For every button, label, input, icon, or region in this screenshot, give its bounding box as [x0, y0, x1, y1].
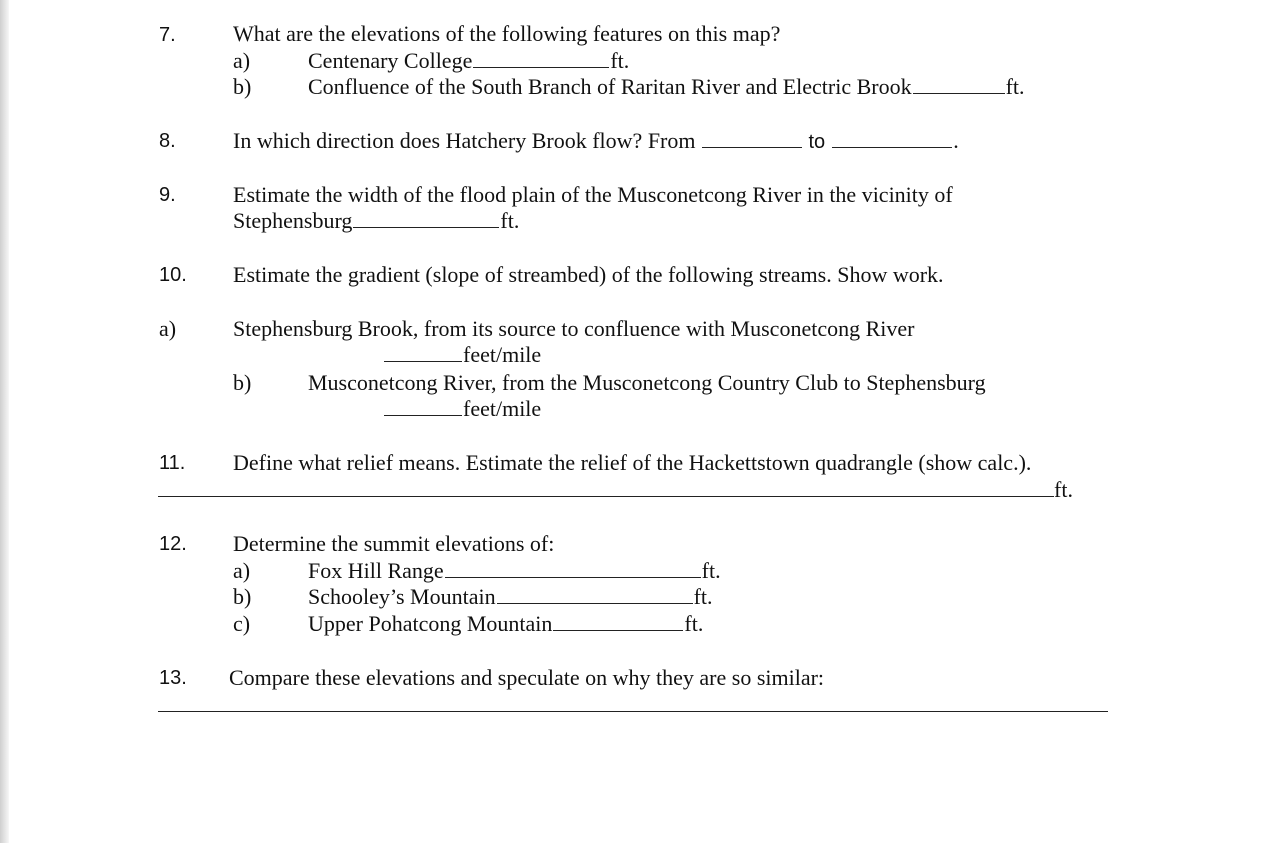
q11-prompt: Define what relief means. Estimate the relief of the Hackettstown quadrangle (show calc.).: [233, 450, 1032, 475]
q11-answer-blank[interactable]: [158, 477, 1054, 497]
q12-b-letter: b): [233, 584, 252, 609]
q7-b-item: [308, 74, 1025, 100]
q10-number: 10.: [159, 264, 187, 286]
q9-second-line: [233, 208, 519, 234]
q11-answer-line: [158, 477, 1073, 503]
q9-location: Stephensburg: [233, 208, 353, 233]
q8-end: .: [953, 128, 959, 153]
q7-a-letter: a): [233, 48, 251, 73]
q7-b-text: Confluence of the South Branch of Raritan River and Electric Brook: [308, 74, 912, 99]
q12-b-item: [308, 584, 713, 610]
q10-b-unit: feet/mile: [463, 396, 542, 421]
q11-unit: ft.: [1054, 477, 1073, 502]
q12-prompt: Determine the summit elevations of:: [233, 531, 555, 556]
q12-number: 12.: [159, 533, 187, 555]
q10-b-text: Musconetcong River, from the Musconetcong Country Club to Stephensburg: [308, 370, 986, 395]
q12-b-unit: ft.: [693, 584, 713, 609]
q8-number: 8.: [159, 130, 176, 152]
q9-number: 9.: [159, 184, 176, 206]
q12-c-item: [308, 611, 703, 637]
q9-answer-blank[interactable]: [353, 208, 499, 228]
q7-number: 7.: [159, 24, 176, 46]
q10-a-answer-blank[interactable]: [384, 342, 462, 362]
q12-a-letter: a): [233, 558, 251, 583]
q12-a-unit: ft.: [701, 558, 721, 583]
q7-a-unit: ft.: [610, 48, 630, 73]
q12-c-letter: c): [233, 611, 251, 636]
q10-b-answer-line: [383, 396, 541, 422]
q12-b-text: Schooley’s Mountain: [308, 584, 496, 609]
q12-a-item: [308, 558, 721, 584]
q7-b-unit: ft.: [1005, 74, 1025, 99]
q12-b-answer-blank[interactable]: [497, 584, 693, 604]
q9-unit: ft.: [500, 208, 520, 233]
q12-c-unit: ft.: [684, 611, 704, 636]
q13-answer-line[interactable]: [158, 711, 1108, 712]
q12-a-text: Fox Hill Range: [308, 558, 444, 583]
q13-prompt: Compare these elevations and speculate on why they are so similar:: [229, 665, 825, 690]
q10-b-letter: b): [233, 370, 252, 395]
q12-c-answer-blank[interactable]: [553, 611, 683, 631]
q7-b-letter: b): [233, 74, 252, 99]
q8-to-blank[interactable]: [832, 128, 952, 148]
q10-b-answer-blank[interactable]: [384, 396, 462, 416]
q7-a-text: Centenary College: [308, 48, 473, 73]
q10-a-answer-line: [383, 342, 541, 368]
q8-prompt: In which direction does Hatchery Brook flow? From: [233, 128, 696, 153]
q10-a-text: Stephensburg Brook, from its source to confluence with Musconetcong River: [233, 316, 915, 341]
q8-from-blank[interactable]: [702, 128, 802, 148]
q8-to-word: to: [808, 131, 826, 153]
q8-prompt-line: [233, 128, 959, 155]
q7-prompt: What are the elevations of the following features on this map?: [233, 21, 781, 46]
q10-prompt: Estimate the gradient (slope of streambed) of the following streams. Show work.: [233, 262, 944, 287]
q10-a-letter: a): [159, 316, 177, 341]
q12-c-text: Upper Pohatcong Mountain: [308, 611, 553, 636]
q10-a-unit: feet/mile: [463, 342, 542, 367]
page-left-edge-shadow: [0, 0, 9, 843]
q7-a-item: [308, 48, 629, 74]
q11-number: 11.: [159, 452, 186, 474]
q13-number: 13.: [159, 667, 187, 689]
q7-b-answer-blank[interactable]: [913, 74, 1005, 94]
q9-prompt: Estimate the width of the flood plain of the Musconetcong River in the vicinity of: [233, 182, 953, 207]
q7-a-answer-blank[interactable]: [473, 48, 609, 68]
q12-a-answer-blank[interactable]: [445, 558, 701, 578]
